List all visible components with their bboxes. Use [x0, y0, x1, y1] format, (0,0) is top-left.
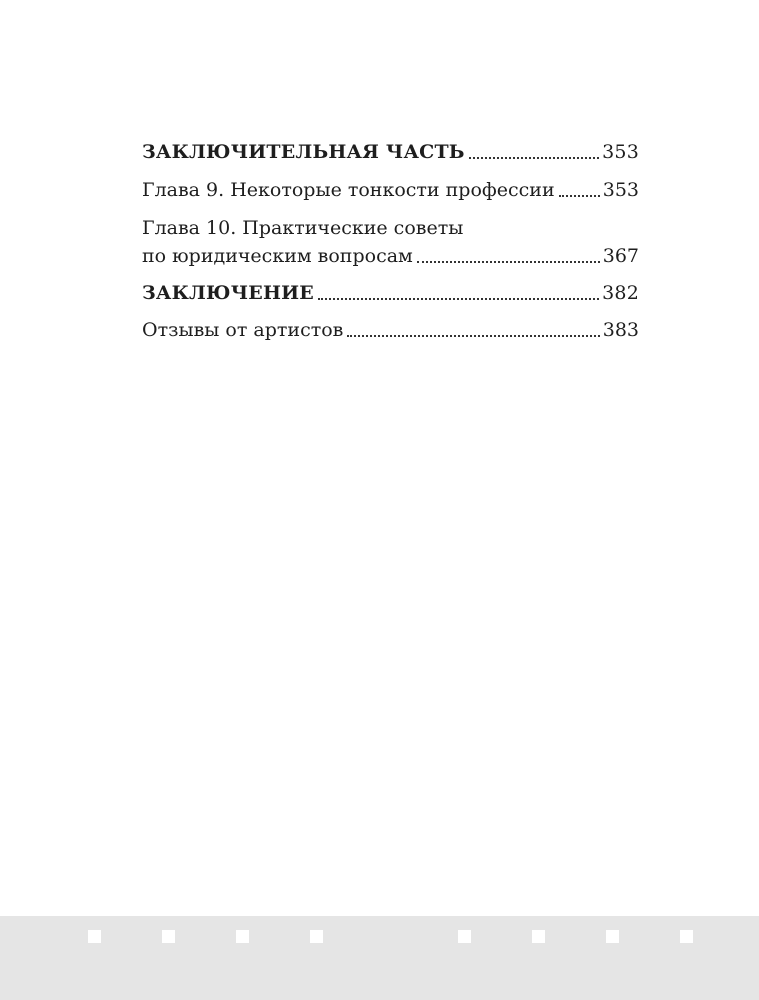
strip-marker: [88, 930, 101, 943]
toc-entry-title: ЗАКЛЮЧЕНИЕ: [142, 282, 314, 304]
strip-marker: [606, 930, 619, 943]
toc-entry-page: 382: [602, 282, 639, 304]
bottom-strip: [0, 916, 759, 1000]
toc-entry-page: 353: [602, 141, 639, 163]
toc-entry-page: 353: [602, 179, 639, 201]
dot-leader: [347, 335, 599, 337]
toc-entry-title-line-2: по юридическим вопросам: [142, 245, 413, 267]
strip-marker: [458, 930, 471, 943]
toc-entry-page: 367: [602, 245, 639, 267]
dot-leader: [559, 195, 600, 197]
toc-entry-reviews[interactable]: [142, 316, 639, 344]
table-of-contents: [142, 138, 639, 344]
strip-marker: [532, 930, 545, 943]
dot-leader: [417, 261, 600, 263]
toc-entry-title-line-1: Глава 10. Практические советы: [142, 217, 464, 239]
toc-entry-title: ЗАКЛЮЧИТЕЛЬНАЯ ЧАСТЬ: [142, 141, 465, 163]
toc-entry-chapter-10[interactable]: [142, 214, 639, 270]
dot-leader: [469, 157, 599, 159]
toc-entry-chapter-9[interactable]: [142, 176, 639, 204]
strip-marker: [310, 930, 323, 943]
toc-entry-title: Глава 9. Некоторые тонкости профессии: [142, 179, 555, 201]
toc-entry-conclusion[interactable]: [142, 279, 639, 307]
toc-entry-final-part[interactable]: [142, 138, 639, 166]
strip-marker: [162, 930, 175, 943]
strip-marker: [236, 930, 249, 943]
strip-marker: [680, 930, 693, 943]
dot-leader: [318, 298, 599, 300]
toc-entry-title: Отзывы от артистов: [142, 319, 344, 341]
toc-entry-page: 383: [602, 319, 639, 341]
